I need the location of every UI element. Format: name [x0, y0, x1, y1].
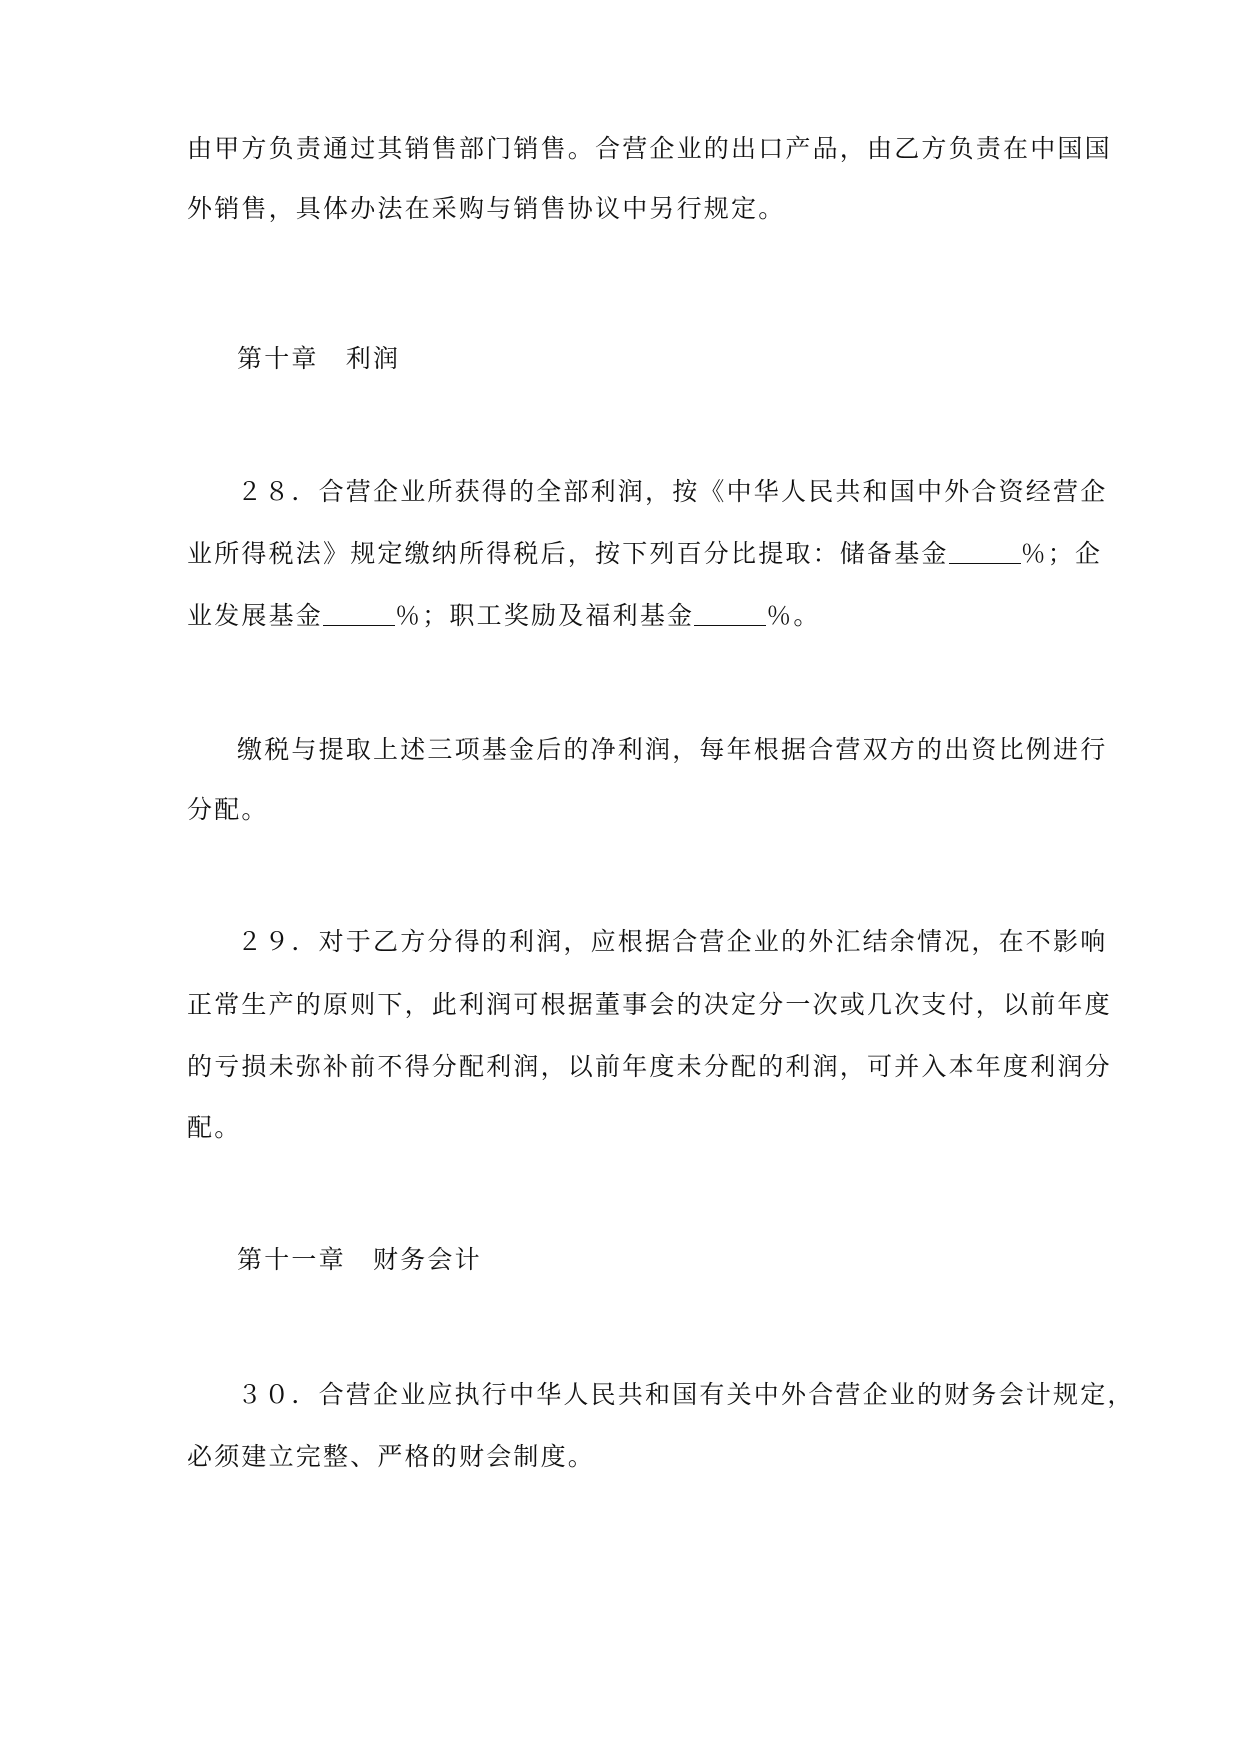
chapter-heading: 第十章 利润	[237, 344, 401, 373]
fill-in-blank	[694, 603, 766, 626]
text-segment: ％。	[766, 601, 821, 630]
fill-in-blank	[323, 603, 395, 626]
paragraph-line: 由甲方负责通过其销售部门销售。合营企业的出口产品，由乙方负责在中国国	[187, 134, 1112, 163]
paragraph-line: ３０．合营企业应执行中华人民共和国有关中外合营企业的财务会计规定，	[237, 1380, 1135, 1409]
paragraph-line: ２９．对于乙方分得的利润，应根据合营企业的外汇结余情况，在不影响	[237, 927, 1108, 956]
paragraph-line: 正常生产的原则下，此利润可根据董事会的决定分一次或几次支付，以前年度	[187, 990, 1112, 1019]
paragraph-line	[187, 537, 1102, 571]
paragraph-line: 外销售，具体办法在采购与销售协议中另行规定。	[187, 194, 786, 223]
paragraph-line	[187, 599, 821, 633]
fill-in-blank	[949, 541, 1021, 564]
paragraph-line: 必须建立完整、严格的财会制度。	[187, 1442, 596, 1471]
paragraph-line: 分配。	[187, 795, 269, 824]
chapter-heading: 第十一章 财务会计	[237, 1245, 482, 1274]
text-segment: ％；职工奖励及福利基金	[395, 601, 695, 630]
paragraph-line: 的亏损未弥补前不得分配利润，以前年度未分配的利润，可并入本年度利润分	[187, 1052, 1112, 1081]
text-segment: 业发展基金	[187, 601, 324, 630]
paragraph-line: ２８．合营企业所获得的全部利润，按《中华人民共和国中外合资经营企	[237, 477, 1108, 506]
paragraph-line: 配。	[187, 1113, 242, 1142]
paragraph-line: 缴税与提取上述三项基金后的净利润，每年根据合营双方的出资比例进行	[237, 735, 1108, 764]
text-segment: 业所得税法》规定缴纳所得税后，按下列百分比提取：储备基金	[187, 539, 949, 568]
text-segment: ％；企	[1020, 539, 1103, 568]
